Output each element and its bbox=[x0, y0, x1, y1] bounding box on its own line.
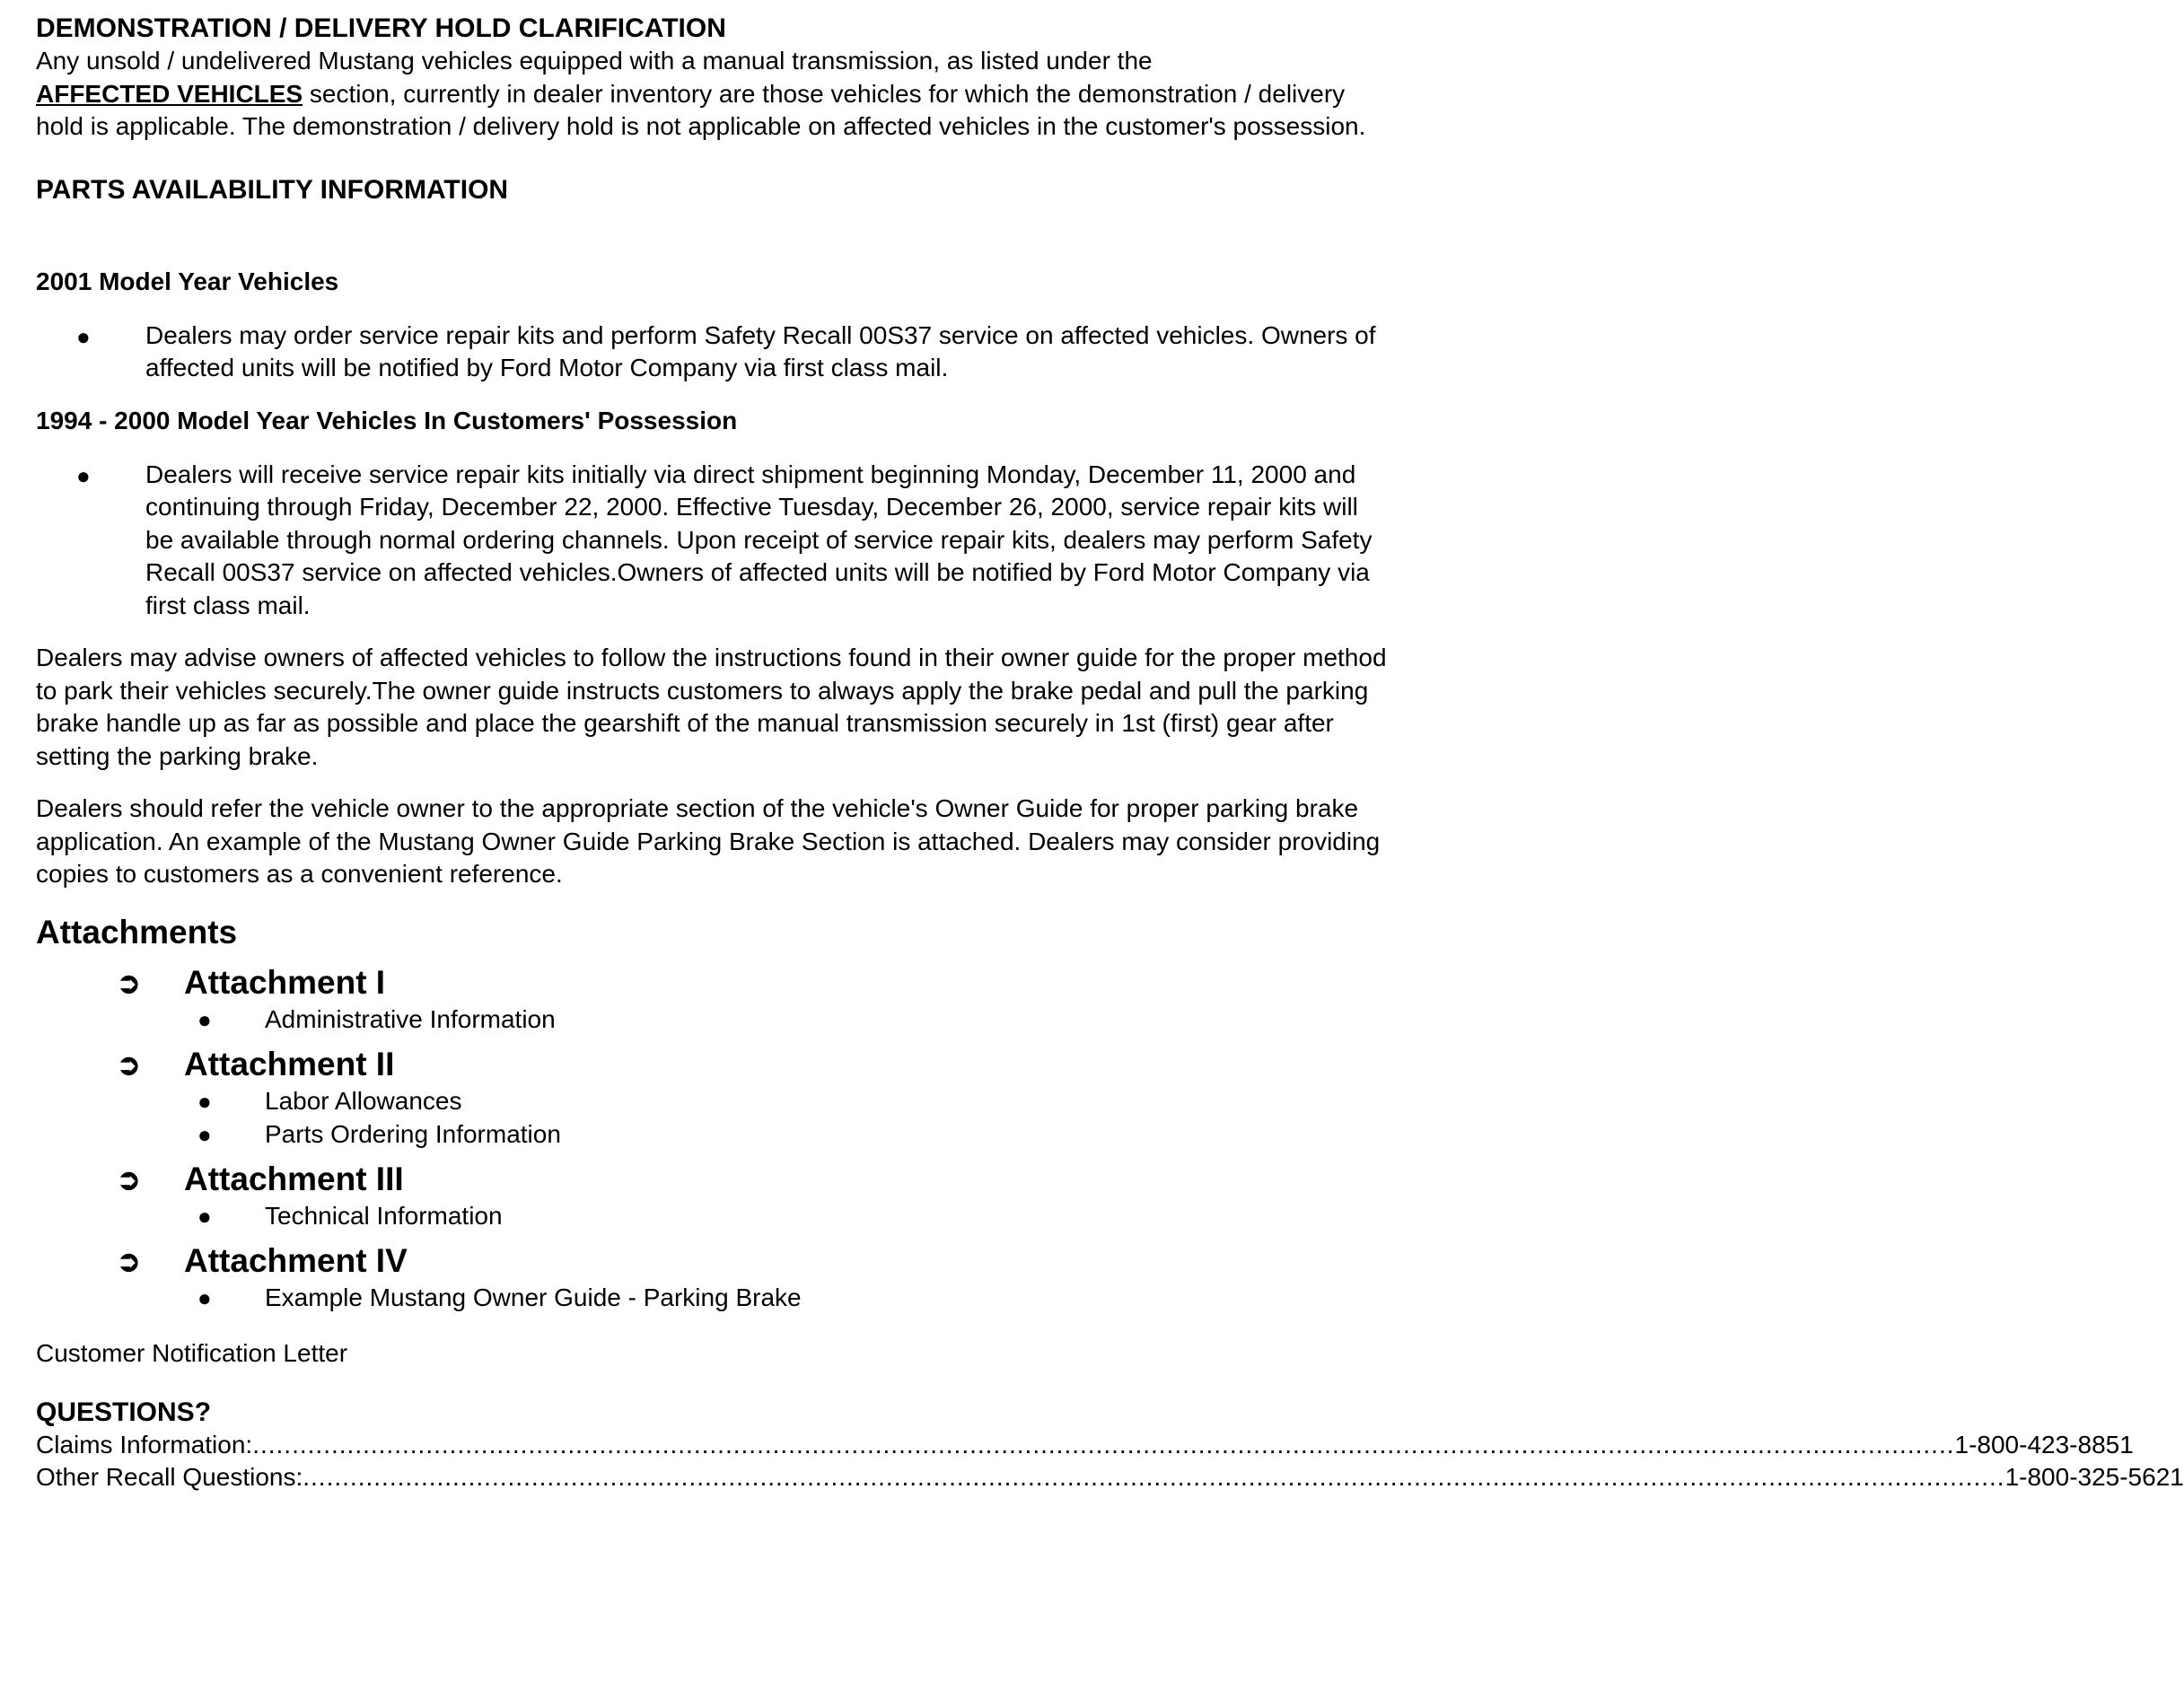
attachment-2 bbox=[36, 1045, 1391, 1084]
demo-hold-text-after: section, currently in dealer inventory are those vehicles for which the demonstration / delivery hold is applicable. The demonstration / delivery hold is not applicable on affected vehicles in the customer's possession. bbox=[36, 79, 1366, 140]
attachments-heading: Attachments bbox=[36, 913, 238, 951]
my2001-bullet bbox=[36, 320, 1391, 385]
demo-hold-heading: DEMONSTRATION / DELIVERY HOLD CLARIFICATION bbox=[36, 13, 726, 43]
bullet-icon: ● bbox=[197, 1283, 212, 1311]
demo-hold-text-before: Any unsold / undelivered Mustang vehicles equipped with a manual transmission, as listed under the bbox=[36, 47, 1153, 74]
attachment-1 bbox=[36, 963, 1391, 1003]
attachment-bullet bbox=[36, 1281, 1391, 1314]
attachment-bullet-text: Labor Allowances bbox=[265, 1086, 462, 1115]
customer-notification-letter: Customer Notification Letter bbox=[36, 1338, 348, 1367]
bullet-icon: ● bbox=[197, 1120, 212, 1148]
attachment-title: Attachment III bbox=[184, 1160, 404, 1197]
attachment-bullet-text: Example Mustang Owner Guide - Parking Brake bbox=[265, 1283, 802, 1311]
arrow-right-icon: ➲ bbox=[117, 1244, 141, 1277]
bullet-icon: ● bbox=[197, 1087, 212, 1115]
claims-info-label: Claims Information: bbox=[36, 1431, 253, 1459]
document-page bbox=[36, 13, 2184, 1494]
affected-vehicles-link[interactable]: AFFECTED VEHICLES bbox=[36, 79, 303, 108]
questions-heading: QUESTIONS? bbox=[36, 1397, 212, 1427]
attachment-title: Attachment I bbox=[184, 963, 386, 1001]
other-recall-label: Other Recall Questions: bbox=[36, 1463, 303, 1491]
other-recall-row bbox=[36, 1461, 2184, 1494]
owner-guide-paragraph: Dealers may advise owners of affected vehicles to follow the instructions found in their owner guide for the proper method to park their vehicles securely.The owner guide instructs customers to always apply the brake pedal and pull the parking brake handle up as far as possible and place the gearshift of the manual transmission securely in 1st (first) gear after setting the parking brake. bbox=[36, 644, 1387, 770]
bullet-icon: ● bbox=[76, 461, 91, 489]
attachment-3 bbox=[36, 1160, 1391, 1199]
attachment-title: Attachment IV bbox=[184, 1241, 408, 1279]
attachment-4 bbox=[36, 1241, 1391, 1281]
demo-hold-paragraph bbox=[36, 45, 1391, 144]
bullet-icon: ● bbox=[197, 1005, 212, 1033]
claims-info-row bbox=[36, 1429, 2134, 1461]
other-recall-phone: 1-800-325-5621 bbox=[2004, 1463, 2184, 1491]
attachments-list bbox=[36, 963, 1391, 1314]
my2001-bullet-text: Dealers may order service repair kits and perform Safety Recall 00S37 service on affected vehicles. Owners of affected units will be notified by Ford Motor Company via first class mail. bbox=[145, 320, 1376, 381]
arrow-right-icon: ➲ bbox=[117, 1162, 141, 1196]
leader-dots: ........................................................................................................................................................................................................................ bbox=[252, 1431, 1955, 1459]
arrow-right-icon: ➲ bbox=[117, 966, 141, 999]
attachment-title: Attachment II bbox=[184, 1045, 395, 1082]
attachment-bullet bbox=[36, 1084, 1391, 1117]
my2001-heading: 2001 Model Year Vehicles bbox=[36, 267, 339, 295]
parts-heading: PARTS AVAILABILITY INFORMATION bbox=[36, 174, 509, 205]
my1994-heading: 1994 - 2000 Model Year Vehicles In Customers' Possession bbox=[36, 406, 738, 434]
bullet-icon: ● bbox=[197, 1202, 212, 1230]
claims-info-phone: 1-800-423-8851 bbox=[1954, 1431, 2134, 1459]
my1994-bullet bbox=[36, 459, 1391, 623]
attachment-bullet bbox=[36, 1199, 1391, 1232]
leader-dots: ........................................................................................................................................................................................................................ bbox=[303, 1463, 2005, 1491]
refer-owner-paragraph: Dealers should refer the vehicle owner to the appropriate section of the vehicle's Owner Guide for proper parking brake application. An example of the Mustang Owner Guide Parking Brake Section is attached. Dealers may consider providing copies to customers as a convenient reference. bbox=[36, 794, 1381, 888]
attachment-bullet-text: Parts Ordering Information bbox=[265, 1119, 561, 1148]
my1994-bullet-text: Dealers will receive service repair kits initially via direct shipment beginning Monday, December 11, 2000 and continuing through Friday, December 22, 2000. Effective Tuesday, December 26, 2000, service repair kits will be available through normal ordering channels. Upon receipt of service repair kits, dealers may perform Safety Recall 00S37 service on affected vehicles.Owners of affected units will be notified by Ford Motor Company via first class mail. bbox=[145, 460, 1373, 619]
attachment-bullet-text: Administrative Information bbox=[265, 1004, 556, 1033]
attachment-bullet bbox=[36, 1003, 1391, 1036]
arrow-right-icon: ➲ bbox=[117, 1047, 141, 1081]
attachment-bullet-text: Technical Information bbox=[265, 1201, 503, 1230]
attachment-bullet bbox=[36, 1117, 1391, 1151]
bullet-icon: ● bbox=[76, 322, 91, 350]
